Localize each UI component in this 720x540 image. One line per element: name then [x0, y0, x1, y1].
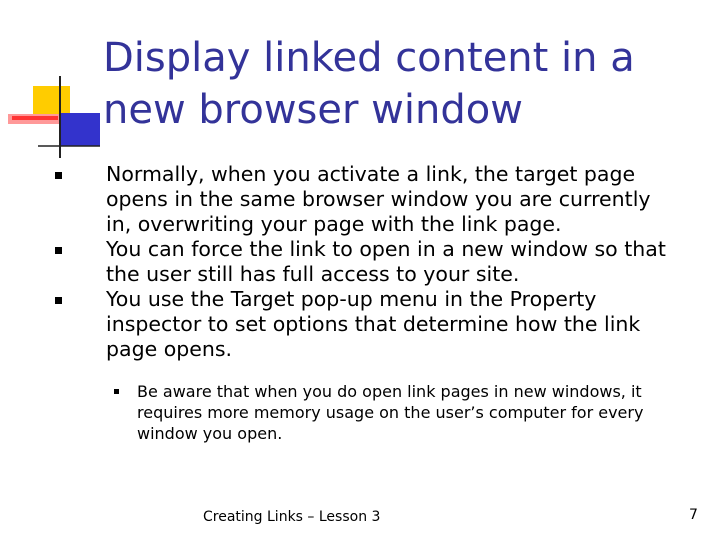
bullet-marker — [55, 297, 62, 304]
bullet-list — [0, 162, 720, 444]
corner-decoration — [0, 0, 100, 170]
bullet-item — [0, 287, 706, 362]
bullet-line: You can force the link to open in a new window so that — [106, 237, 666, 261]
slide-title — [103, 32, 703, 136]
bullet-marker — [55, 247, 62, 254]
red-bar — [12, 116, 58, 120]
page-number: 7 — [689, 507, 698, 523]
bullet-item — [0, 162, 706, 237]
bullet-line: in, overwriting your page with the link page. — [106, 212, 562, 236]
bullet-line: Normally, when you activate a link, the target page — [106, 162, 636, 186]
sub-bullet-line: Be aware that when you do open link pages in new windows, it — [137, 382, 642, 401]
bullet-item — [0, 237, 706, 287]
bullet-line: page opens. — [106, 337, 233, 361]
bullet-marker — [55, 172, 62, 179]
blue-square — [60, 113, 100, 146]
sub-bullet-line: requires more memory usage on the user’s computer for every — [137, 403, 644, 422]
sub-bullet-marker — [114, 389, 119, 394]
bullet-line: You use the Target pop-up menu in the Property — [106, 287, 597, 311]
title-line-2: new browser window — [103, 87, 523, 133]
bullet-line: inspector to set options that determine how the link — [106, 312, 641, 336]
title-line-1: Display linked content in a — [103, 35, 635, 81]
footer-text: Creating Links – Lesson 3 — [203, 509, 381, 525]
sub-bullet-item — [0, 381, 707, 444]
bullet-line: opens in the same browser window you are currently — [106, 187, 651, 211]
sub-bullet-line: window you open. — [137, 424, 283, 443]
bullet-line: the user still has full access to your site. — [106, 262, 520, 286]
